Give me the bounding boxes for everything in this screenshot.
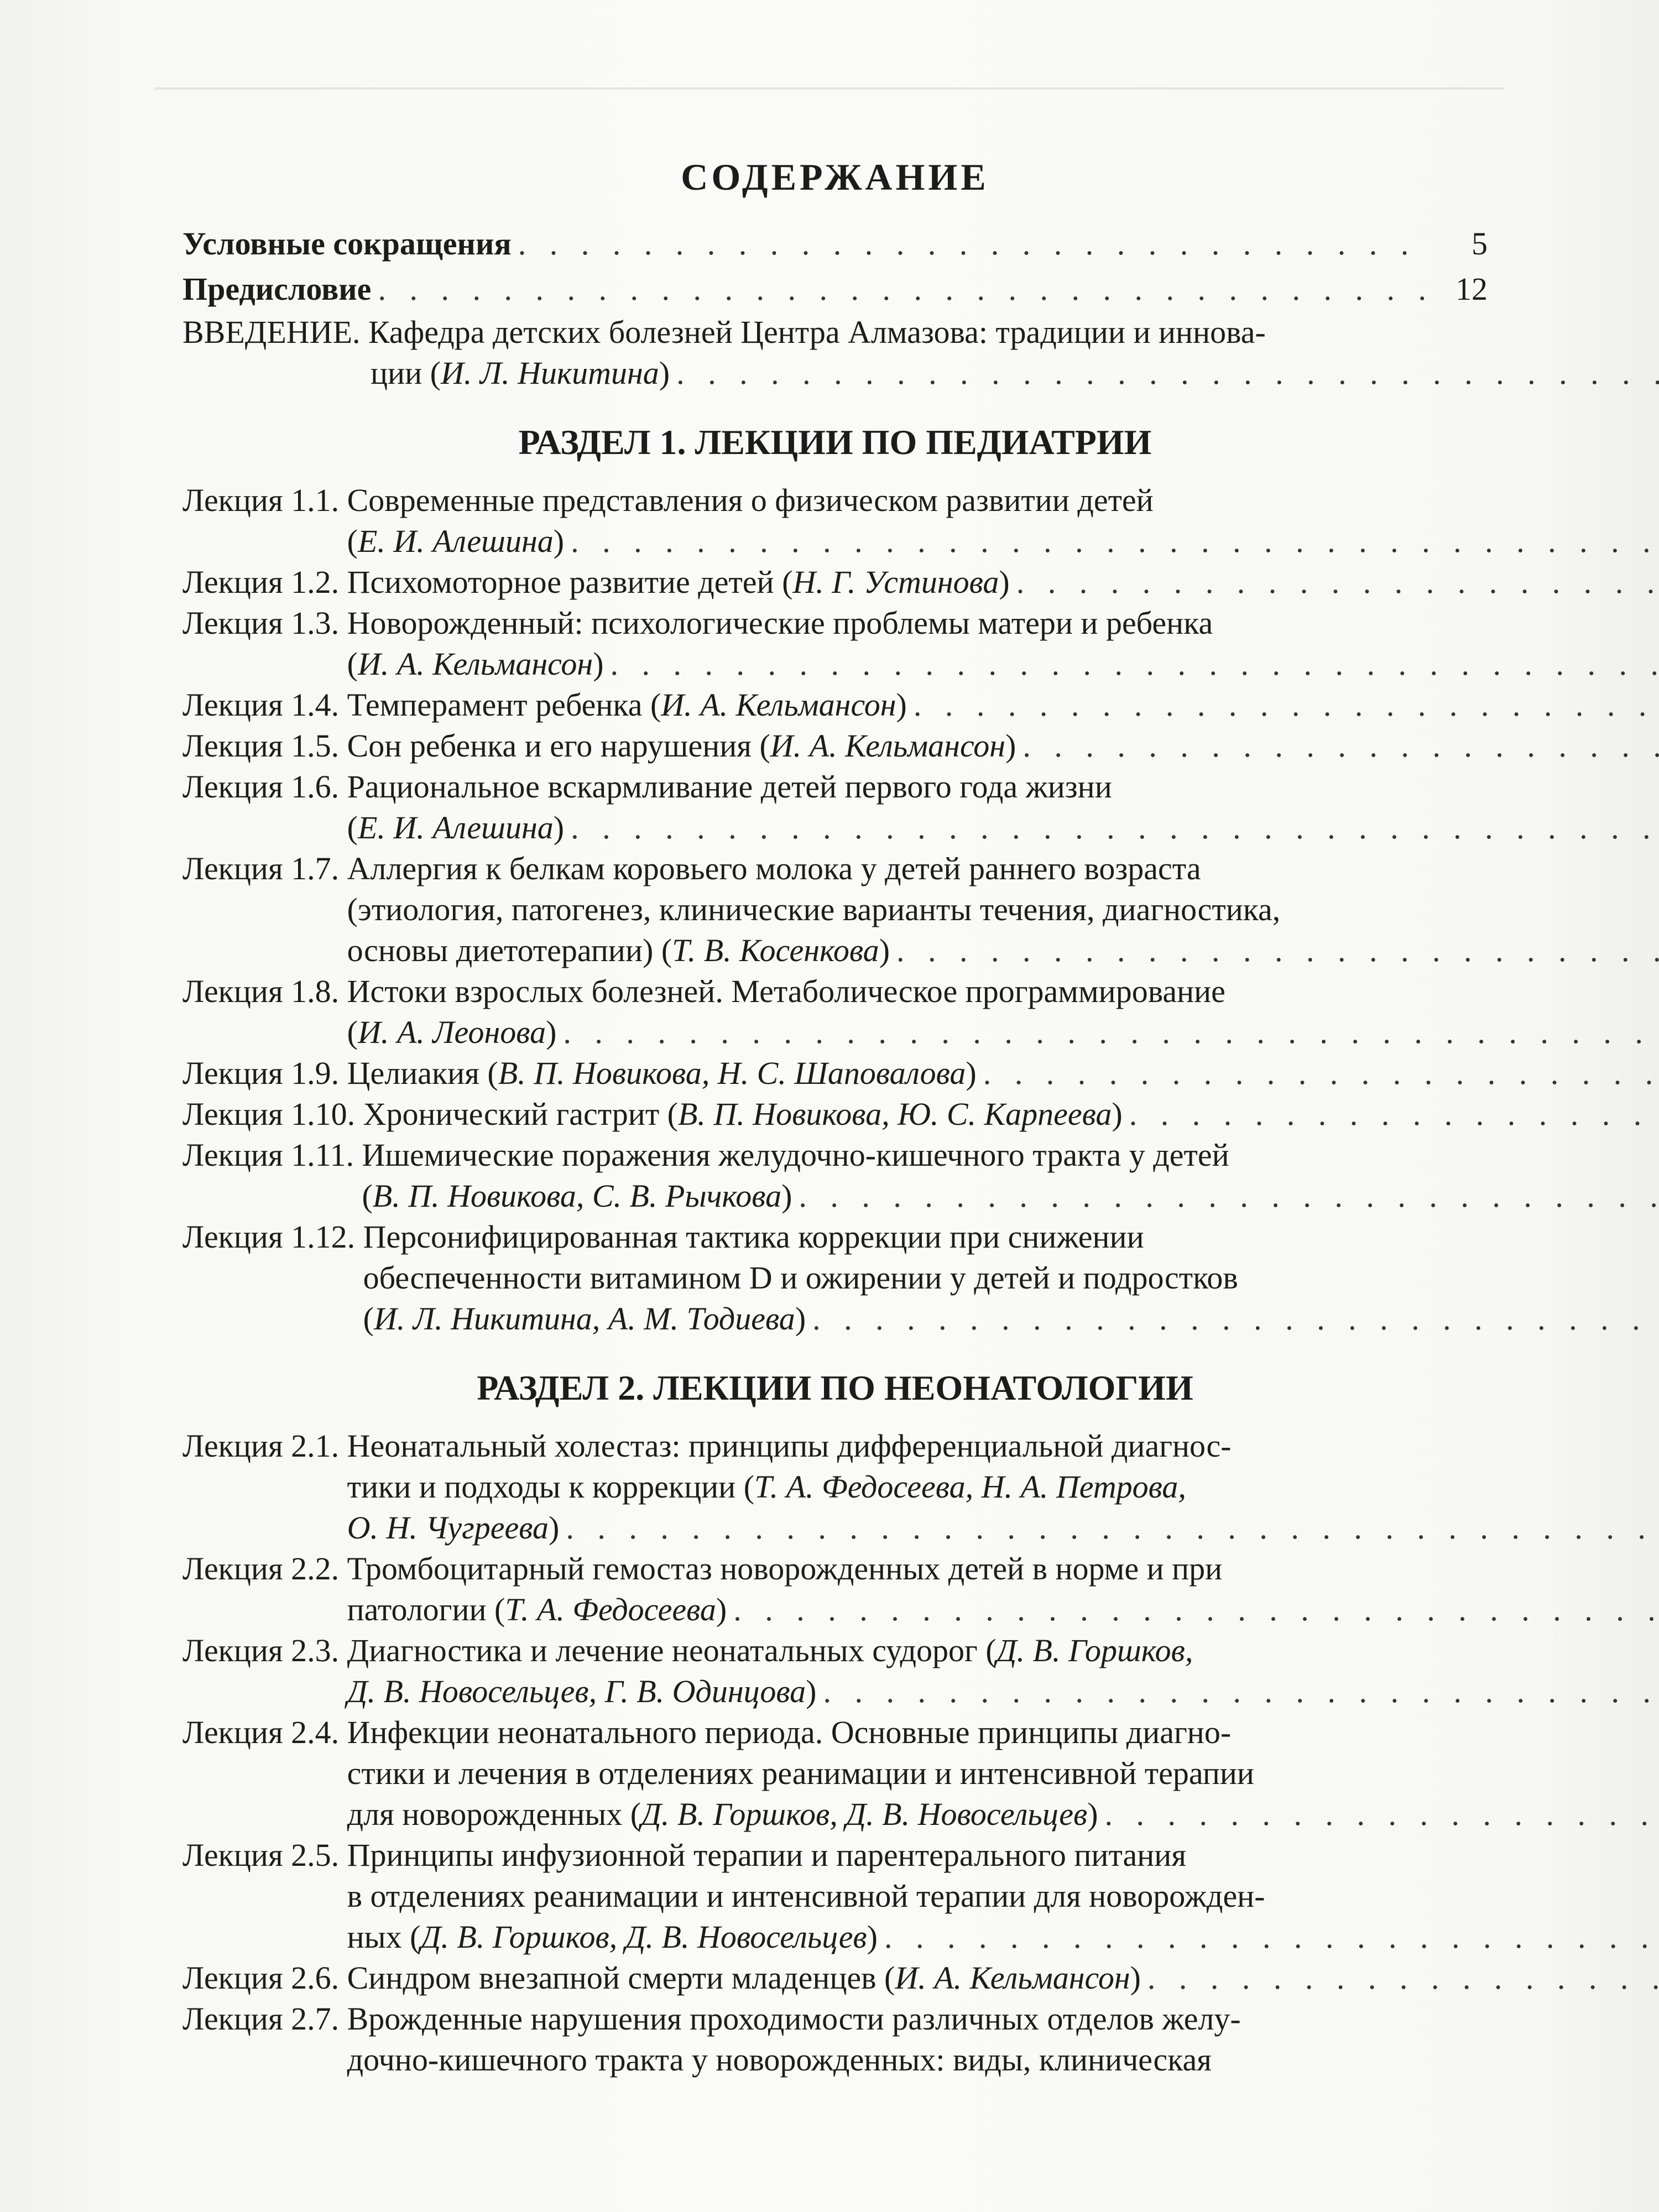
- lecture-number: Лекция 1.1.: [182, 482, 347, 518]
- lecture-body: [347, 848, 1659, 971]
- lecture-body: [363, 1094, 1659, 1135]
- lecture-line: [347, 1426, 1659, 1467]
- toc-entry-title: Предисловие: [182, 271, 372, 307]
- section-2-lectures: [182, 1426, 1488, 2080]
- lecture-title-text: Диагностика и лечение неонатальных судорог (: [347, 1632, 997, 1668]
- lecture-line: [347, 1630, 1659, 1671]
- lecture-number: Лекция 1.2.: [182, 564, 347, 600]
- dot-leader: [896, 930, 1659, 971]
- lecture-authors: Т. В. Косенкова: [672, 932, 879, 968]
- lecture-title-text: Инфекции неонатального периода. Основные принципы диагно-: [347, 1714, 1232, 1750]
- lecture-title-text: Темперамент ребенка (: [347, 687, 661, 723]
- lecture-text: [347, 1012, 557, 1053]
- lecture-title-text: ных (: [347, 1919, 421, 1955]
- lecture-body: [363, 1217, 1659, 1339]
- lecture-line: [347, 766, 1659, 807]
- lecture-text: [347, 1630, 1193, 1671]
- lecture-text: [347, 1753, 1254, 1794]
- lecture-entry: [182, 1712, 1488, 1835]
- lecture-text: [347, 1589, 727, 1630]
- dot-leader: [914, 685, 1659, 726]
- lecture-line: [347, 2039, 1488, 2080]
- lecture-authors: И. А. Кельмансон: [661, 687, 896, 723]
- lecture-close: ): [553, 523, 565, 559]
- lecture-line: [347, 1589, 1659, 1630]
- lecture-entry: [182, 685, 1488, 726]
- lecture-number: Лекция 2.6.: [182, 1960, 347, 1996]
- lecture-line: [347, 1507, 1659, 1548]
- lecture-line: [347, 1753, 1659, 1794]
- lecture-title-text: Современные представления о физическом развитии детей: [347, 482, 1154, 518]
- toc-entry-page: 12: [1455, 271, 1488, 307]
- intro-entry: ВВЕДЕНИЕ. Кафедра детских болезней Центра Алмазова: традиции и иннова- ции (И. Л. Никитина) . . .: [182, 312, 1488, 394]
- lecture-text: [347, 848, 1201, 889]
- section-2-title: РАЗДЕЛ 2. ЛЕКЦИИ ПО НЕОНАТОЛОГИИ: [477, 1368, 1193, 1407]
- lecture-close: ): [966, 1055, 977, 1091]
- lecture-number: Лекция 1.11.: [182, 1137, 362, 1173]
- lecture-text: [347, 766, 1112, 807]
- lecture-title-text: (: [347, 1014, 358, 1050]
- lecture-number: Лекция 1.5.: [182, 728, 347, 764]
- lecture-authors: О. Н. Чугреева: [347, 1510, 549, 1546]
- lecture-body: [347, 1835, 1659, 1958]
- dot-leader: [1147, 1958, 1659, 1999]
- lecture-number: Лекция 2.3.: [182, 1632, 347, 1668]
- dot-leader: [571, 521, 1659, 562]
- dot-leader: [799, 1176, 1659, 1217]
- lecture-text: [347, 1917, 878, 1958]
- lecture-text: [347, 1053, 977, 1094]
- toc-entry-page: 5: [1472, 226, 1488, 262]
- lecture-close: ): [1005, 728, 1016, 764]
- lecture-entry: [182, 480, 1488, 562]
- lecture-authors: Е. И. Алешина: [357, 810, 554, 846]
- lecture-title-text: Ишемические поражения желудочно-кишечного тракта у детей: [362, 1137, 1229, 1173]
- lecture-title-text: (: [347, 646, 358, 682]
- bleed-through-header: [155, 65, 1504, 90]
- lecture-close: ): [879, 932, 890, 968]
- lecture-close: ): [716, 1592, 727, 1627]
- lecture-close: ): [795, 1301, 806, 1337]
- lecture-line: [363, 1094, 1659, 1135]
- lecture-text: [347, 603, 1213, 644]
- front-matter: [182, 221, 1488, 312]
- lecture-title-text: (: [347, 810, 358, 846]
- lecture-text: [347, 807, 564, 848]
- dot-leader: [1016, 562, 1659, 603]
- lecture-text: [347, 930, 890, 971]
- lecture-close: ): [867, 1919, 878, 1955]
- lecture-title-text: патологии (: [347, 1592, 505, 1627]
- toc-entry: [182, 221, 1488, 267]
- lecture-number: Лекция 2.5.: [182, 1837, 347, 1873]
- lecture-number: Лекция 1.6.: [182, 769, 347, 805]
- lecture-line: [363, 1258, 1659, 1298]
- lecture-line: [347, 1876, 1659, 1917]
- lecture-line: [347, 1712, 1659, 1753]
- lecture-number: Лекция 1.8.: [182, 973, 347, 1009]
- lecture-title-text: обеспеченности витамином D и ожирении у детей и подростков: [363, 1260, 1238, 1296]
- lecture-line: [347, 726, 1659, 766]
- lecture-entry: [182, 1217, 1488, 1339]
- lecture-line: [347, 1053, 1659, 1094]
- lecture-text: [347, 562, 1010, 603]
- lecture-title-text: в отделениях реанимации и интенсивной терапии для новорожден-: [347, 1878, 1265, 1914]
- lecture-authors: Н. Г. Устинова: [792, 564, 999, 600]
- lecture-authors: И. А. Кельмансон: [357, 646, 593, 682]
- section-1-title: РАЗДЕЛ 1. ЛЕКЦИИ ПО ПЕДИАТРИИ: [518, 422, 1152, 462]
- lecture-number: Лекция 2.4.: [182, 1714, 347, 1750]
- lecture-line: [347, 1467, 1659, 1507]
- lecture-title-text: Истоки взрослых болезней. Метаболическое программирование: [347, 973, 1225, 1009]
- lecture-authors: И. А. Кельмансон: [770, 728, 1006, 764]
- lecture-title-text: Тромбоцитарный гемостаз новорожденных детей в норме и при: [347, 1551, 1223, 1587]
- lecture-text: [347, 1876, 1265, 1917]
- lecture-line: [347, 644, 1659, 685]
- lecture-line: [347, 1999, 1488, 2039]
- table-of-contents: [182, 155, 1488, 2080]
- lecture-text: [347, 1671, 817, 1712]
- lecture-authors: И. Л. Никитина, А. М. Тодиева: [373, 1301, 795, 1337]
- lecture-close: ): [999, 564, 1010, 600]
- lecture-title-text: Аллергия к белкам коровьего молока у детей раннего возраста: [347, 851, 1201, 886]
- lecture-entry: [182, 1426, 1488, 1548]
- lecture-body: [362, 1135, 1659, 1217]
- lecture-close: ): [1087, 1796, 1098, 1832]
- lecture-body: [347, 726, 1659, 766]
- lecture-text: [347, 521, 564, 562]
- lecture-line: [362, 1176, 1659, 1217]
- lecture-close: ): [549, 1510, 560, 1546]
- lecture-body: [347, 766, 1659, 848]
- lecture-authors: И. А. Леонова: [357, 1014, 546, 1050]
- lecture-line: [347, 807, 1659, 848]
- lecture-line: [347, 889, 1659, 930]
- lecture-line: [347, 930, 1659, 971]
- lecture-authors: Д. В. Горшков,: [996, 1632, 1193, 1668]
- lecture-body: [347, 1426, 1659, 1548]
- lecture-title-text: дочно-кишечного тракта у новорожденных: виды, клиническая: [347, 2042, 1212, 2078]
- lecture-title-text: основы диетотерапии) (: [347, 932, 672, 968]
- section-1-lectures: [182, 480, 1488, 1339]
- lecture-authors: Т. А. Федосеева, Н. А. Петрова,: [754, 1469, 1186, 1505]
- lecture-text: [347, 1999, 1241, 2039]
- lecture-entry: [182, 562, 1488, 603]
- dot-leader: [611, 644, 1659, 685]
- lecture-title-text: Неонатальный холестаз: принципы дифференциальной диагнос-: [347, 1428, 1232, 1464]
- lecture-text: [347, 1426, 1232, 1467]
- lecture-entry: [182, 1094, 1488, 1135]
- lecture-title-text: Психомоторное развитие детей (: [347, 564, 793, 600]
- lecture-line: [347, 521, 1659, 562]
- lecture-number: Лекция 1.12.: [182, 1219, 363, 1255]
- lecture-title-text: Персонифицированная тактика коррекции при снижении: [363, 1219, 1144, 1255]
- lecture-authors: В. П. Новикова, С. В. Рычкова: [372, 1178, 782, 1214]
- lecture-close: ): [896, 687, 907, 723]
- lecture-text: [347, 1467, 1186, 1507]
- lecture-close: ): [593, 646, 604, 682]
- lecture-entry: [182, 603, 1488, 685]
- lecture-title-text: (: [347, 523, 358, 559]
- lecture-text: [347, 971, 1225, 1012]
- lecture-entry: [182, 1999, 1488, 2080]
- dot-leader: [733, 1589, 1659, 1630]
- lecture-title-text: для новорожденных (: [347, 1796, 641, 1832]
- lecture-line: [362, 1135, 1659, 1176]
- lecture-text: [347, 480, 1154, 521]
- lecture-number: Лекция 2.2.: [182, 1551, 347, 1587]
- lecture-text: [347, 726, 1016, 766]
- dot-leader: [884, 1917, 1659, 1958]
- lecture-title-text: (этиология, патогенез, клинические варианты течения, диагностика,: [347, 891, 1281, 927]
- lecture-body: [347, 1548, 1659, 1630]
- lecture-line: [347, 1835, 1659, 1876]
- intro-line-1: ВВЕДЕНИЕ. Кафедра детских болезней Центра Алмазова: традиции и иннова-: [182, 314, 1266, 350]
- lecture-number: Лекция 1.7.: [182, 851, 347, 886]
- dot-leader: [378, 267, 1428, 312]
- dot-leader: [563, 1012, 1659, 1053]
- lecture-line: [347, 1548, 1659, 1589]
- lecture-line: [363, 1298, 1659, 1339]
- lecture-number: Лекция 2.1.: [182, 1428, 347, 1464]
- lecture-line: [347, 685, 1659, 726]
- lecture-text: [347, 1958, 1141, 1999]
- dot-leader: [518, 221, 1428, 267]
- lecture-number: Лекция 1.10.: [182, 1096, 363, 1132]
- lecture-line: [347, 1794, 1659, 1835]
- dot-leader: [571, 807, 1659, 848]
- lecture-body: [347, 1999, 1488, 2080]
- lecture-body: [347, 562, 1659, 603]
- toc-entry: [182, 267, 1488, 312]
- lecture-line: [347, 1958, 1659, 1999]
- lecture-entry: [182, 1548, 1488, 1630]
- lecture-body: [347, 1630, 1659, 1712]
- lecture-authors: Д. В. Новосельцев, Г. В. Одинцова: [347, 1673, 806, 1709]
- lecture-entry: [182, 726, 1488, 766]
- intro-author: И. Л. Никитина: [440, 355, 659, 391]
- lecture-line: [363, 1217, 1659, 1258]
- lecture-text: [363, 1217, 1144, 1258]
- lecture-body: [347, 480, 1659, 562]
- lecture-body: [347, 1712, 1659, 1835]
- lecture-title-text: стики и лечения в отделениях реанимации и интенсивной терапии: [347, 1755, 1254, 1791]
- lecture-body: [347, 685, 1659, 726]
- lecture-line: [347, 1012, 1659, 1053]
- lecture-title-text: Врожденные нарушения проходимости различных отделов желу-: [347, 2001, 1241, 2037]
- lecture-line: [347, 562, 1659, 603]
- lecture-line: [347, 1671, 1659, 1712]
- lecture-text: [347, 644, 604, 685]
- lecture-text: [362, 1176, 792, 1217]
- lecture-entry: [182, 766, 1488, 848]
- dot-leader: [812, 1298, 1659, 1339]
- page-title: СОДЕРЖАНИЕ: [681, 156, 989, 198]
- lecture-title-text: Сон ребенка и его нарушения (: [347, 728, 770, 764]
- lecture-text: [347, 1548, 1223, 1589]
- lecture-entry: [182, 1835, 1488, 1958]
- lecture-close: ): [1112, 1096, 1123, 1132]
- dot-leader: [1105, 1794, 1659, 1835]
- dot-leader: [1022, 726, 1659, 766]
- lecture-title-text: (: [362, 1178, 373, 1214]
- lecture-body: [347, 971, 1659, 1053]
- toc-entry-title: Условные сокращения: [182, 226, 512, 262]
- lecture-authors: В. П. Новикова, Н. С. Шаповалова: [498, 1055, 966, 1091]
- lecture-close: ): [1130, 1960, 1141, 1996]
- lecture-body: [347, 603, 1659, 685]
- lecture-text: [347, 1507, 560, 1548]
- lecture-text: [363, 1094, 1123, 1135]
- lecture-text: [363, 1298, 806, 1339]
- lecture-text: [347, 889, 1281, 930]
- lecture-number: Лекция 1.4.: [182, 687, 347, 723]
- lecture-title-text: Синдром внезапной смерти младенцев (: [347, 1960, 895, 1996]
- lecture-line: [347, 971, 1659, 1012]
- lecture-text: [363, 1258, 1238, 1298]
- lecture-authors: В. П. Новикова, Ю. С. Карпеева: [677, 1096, 1112, 1132]
- lecture-number: Лекция 1.3.: [182, 605, 347, 641]
- lecture-text: [347, 685, 907, 726]
- lecture-title-text: Хронический гастрит (: [363, 1096, 678, 1132]
- lecture-entry: [182, 1958, 1488, 1999]
- lecture-authors: Д. В. Горшков, Д. В. Новосельцев: [641, 1796, 1088, 1832]
- lecture-title-text: тики и подходы к коррекции (: [347, 1469, 755, 1505]
- lecture-line: [347, 1917, 1659, 1958]
- lecture-close: ): [553, 810, 565, 846]
- lecture-line: [347, 848, 1659, 889]
- lecture-entry: [182, 848, 1488, 971]
- lecture-close: ): [781, 1178, 792, 1214]
- lecture-authors: Д. В. Горшков, Д. В. Новосельцев: [420, 1919, 867, 1955]
- lecture-body: [347, 1958, 1659, 1999]
- lecture-number: Лекция 2.7.: [182, 2001, 347, 2037]
- lecture-authors: Е. И. Алешина: [357, 523, 554, 559]
- lecture-text: [362, 1135, 1229, 1176]
- lecture-entry: [182, 1053, 1488, 1094]
- lecture-body: [347, 1053, 1659, 1094]
- lecture-close: ): [806, 1673, 817, 1709]
- lecture-title-text: Целиакия (: [347, 1055, 498, 1091]
- dot-leader: [566, 1507, 1659, 1548]
- lecture-authors: И. А. Кельмансон: [895, 1960, 1130, 1996]
- lecture-entry: [182, 1630, 1488, 1712]
- dot-leader: [676, 353, 1659, 394]
- lecture-text: [347, 2039, 1212, 2080]
- lecture-title-text: Принципы инфузионной терапии и парентерального питания: [347, 1837, 1186, 1873]
- lecture-close: ): [546, 1014, 557, 1050]
- lecture-number: Лекция 1.9.: [182, 1055, 347, 1091]
- lecture-title-text: Новорожденный: психологические проблемы матери и ребенка: [347, 605, 1213, 641]
- lecture-line: [347, 603, 1659, 644]
- dot-leader: [823, 1671, 1659, 1712]
- lecture-title-text: Рациональное вскармливание детей первого года жизни: [347, 769, 1112, 805]
- lecture-title-text: (: [363, 1301, 374, 1337]
- lecture-authors: Т. А. Федосеева: [505, 1592, 716, 1627]
- lecture-text: [347, 1794, 1098, 1835]
- lecture-text: [347, 1835, 1186, 1876]
- lecture-line: [347, 480, 1659, 521]
- lecture-entry: [182, 1135, 1488, 1217]
- dot-leader: [983, 1053, 1659, 1094]
- lecture-entry: [182, 971, 1488, 1053]
- lecture-text: [347, 1712, 1232, 1753]
- dot-leader: [1129, 1094, 1659, 1135]
